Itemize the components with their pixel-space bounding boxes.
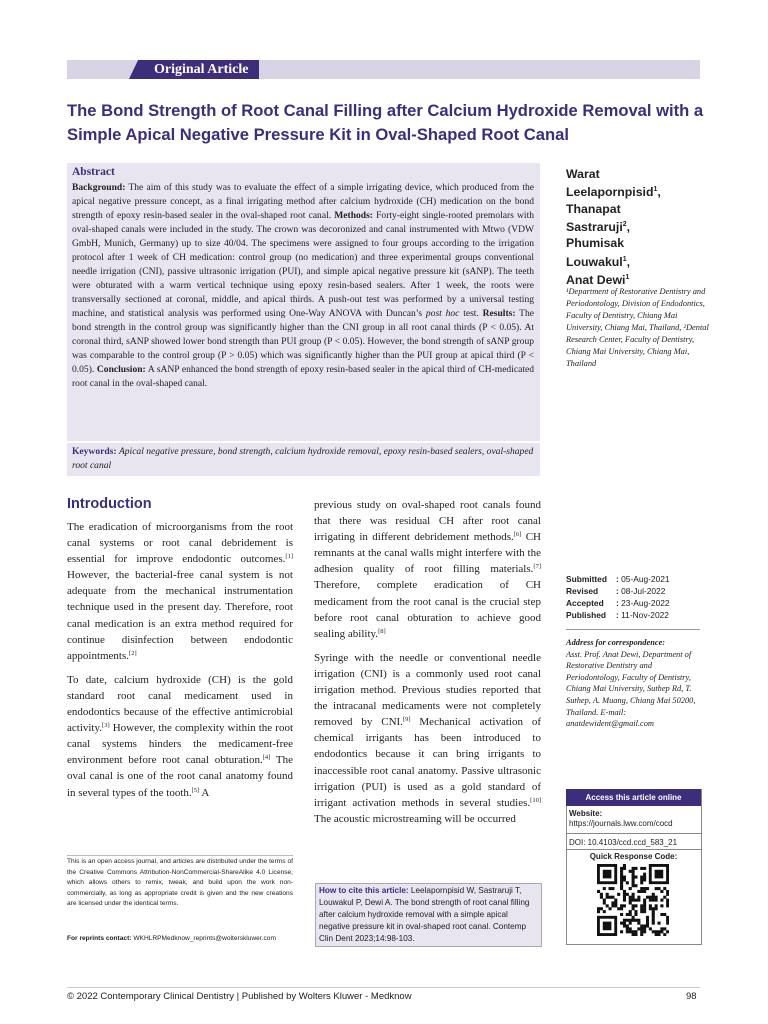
author-line: Louwakul$^1$, bbox=[566, 254, 631, 269]
dates-divider bbox=[566, 629, 700, 630]
author-name: Thanapat bbox=[566, 201, 621, 216]
affiliation: ¹Department of Restorative Dentistry and Periodontology, Division of Endodontics, Faculty of Dentistry, Chiang Mai University, Chiang Mai, Thailand, ²Dental Research Center, Faculty of Dentistry, Chiang Mai University, Chiang Mai, Thailand bbox=[566, 287, 709, 368]
author-name: Phumisak bbox=[566, 236, 625, 251]
article-dates bbox=[566, 573, 726, 621]
doi[interactable]: DOI: 10.4103/ccd.ccd_583_21 bbox=[569, 838, 678, 847]
keywords bbox=[72, 445, 534, 473]
citation-ref[interactable]: [10] bbox=[530, 796, 541, 804]
abstract-background: The aim of this study was to evaluate the effect of a simple irrigating device, which produced from the apical negative pressure concept, as a final irrigating method after calcium hydroxide (CH) medication on the bond strength of epoxy resin-based sealer in the oval-shaped root canal. bbox=[72, 182, 535, 221]
author-name: Anat Dewi bbox=[566, 273, 626, 288]
access-divider bbox=[566, 849, 701, 850]
body-column-right bbox=[314, 497, 541, 835]
author-line: Leelapornpisid$^1$, bbox=[566, 185, 661, 200]
abstract-methods: Forty-eight single-rooted premolars with oval-shaped canals were included in the study. The crown was decoronized and canal instrumented with Mtwo (VDW GmbH, Munich, Germany) up to size 40/04. The specimens were assigned to four groups according to the irrigation protocol after 1 week of CH medication: control group (no medication) and three experimental groups conventional needle irrigation (CNI), passive ultrasonic irrigation (PUI), and simple apical negative pressure kit (sANP). The teeth were obturated with a warm vertical technique using epoxy resin-based sealers. After 1 week, the roots were transversally sectioned at coronal, middle, and apical thirds. A push-out test was performed by a universal testing machine, and statistical analysis was performed using One-Way ANOVA with Duncan’s bbox=[72, 210, 535, 319]
license-divider bbox=[67, 855, 293, 856]
date-value: 23-Aug-2022 bbox=[621, 598, 670, 608]
abstract-text bbox=[72, 181, 534, 391]
website-label: Website: bbox=[569, 809, 603, 818]
body-paragraph: Syringe with the needle or conventional needle irrigation (CNI) is a commonly used root canal irrigation method. Previous studies reported that the intracanal medicaments were not completely removed by CNI.[9] Mechanical activation of chemical irrigants has been introduced to endodontics because it can bring irrigants to inaccessible root canal anatomy. Passive ultrasonic irrigation (PUI) is used as a gold standard of irrigant activation methods in several studies.[10] The acoustic microstreaming will be occurred bbox=[314, 651, 541, 825]
citation-ref[interactable]: [2] bbox=[129, 649, 137, 657]
access-divider bbox=[566, 833, 701, 834]
abstract-conclusion: A sANP enhanced the bond strength of epoxy resin-based sealer in the apical third of CH-medicated root canal in the oval-shaped canal. bbox=[72, 364, 534, 389]
citation-ref[interactable]: [9] bbox=[402, 716, 411, 724]
keywords-text: Apical negative pressure, bond strength, calcium hydroxide removal, epoxy resin-based sealers, oval-shaped root canal bbox=[72, 446, 534, 471]
article-type-label: Original Article bbox=[154, 62, 249, 77]
author-line bbox=[566, 201, 716, 217]
citation-ref[interactable]: [6] bbox=[513, 531, 522, 539]
author-line: Sastraruji$^2$, bbox=[566, 220, 631, 235]
citation-ref[interactable]: [3] bbox=[102, 722, 110, 730]
abstract-methods-italic: post hoc bbox=[425, 308, 460, 319]
author-name: Sastraruji bbox=[566, 220, 623, 235]
author-name: Leelapornpisid bbox=[566, 185, 654, 200]
qr-label: Quick Response Code: bbox=[589, 852, 678, 861]
date-row: Submitted : 05-Aug-2021 bbox=[566, 574, 670, 584]
qr-code-icon[interactable] bbox=[597, 864, 669, 936]
access-heading: Access this article online bbox=[566, 789, 701, 806]
author-affiliation-mark: 2 bbox=[622, 220, 627, 228]
license-note: This is an open access journal, and articles are distributed under the terms of the Creative Commons Attribution-NonCommercial-ShareAlike 4.0 License, which allows others to remix, tweak, and build upon the work non-commercially, as long as appropriate credit is given and the new creations are licensed under the identical terms. bbox=[67, 858, 293, 907]
article-title: The Bond Strength of Root Canal Filling after Calcium Hydroxide Removal with a Simple Apical Negative Pressure Kit in Oval-Shaped Root Canal bbox=[67, 101, 704, 144]
keywords-label: Keywords: bbox=[72, 446, 117, 457]
date-row: Revised : 08-Jul-2022 bbox=[566, 586, 666, 596]
abstract-background-label: Background: bbox=[72, 182, 126, 193]
website-link[interactable]: https://journals.lww.com/cocd bbox=[569, 819, 673, 828]
body-paragraph: The eradication of microorganisms from the root canal systems or root canal debridement is essential for improve endodontic outcomes.[1] However, the bacterial-free canal system is not adequate from the mechanical instrumentation technique used in the present day. Therefore, root canal medication is an extra method required for continue disinfection between endodontic appointments.[2] bbox=[67, 521, 293, 662]
citation-text bbox=[319, 885, 537, 945]
date-value: 11-Nov-2022 bbox=[621, 610, 669, 620]
abstract-heading: Abstract bbox=[72, 166, 115, 178]
author-name: Louwakul bbox=[566, 254, 623, 269]
citation-label: How to cite this article: bbox=[319, 886, 409, 895]
citation-ref[interactable]: [5] bbox=[191, 786, 200, 794]
correspondence-text: Asst. Prof. Anat Dewi, Department of Restorative Dentistry and Periodontology, Faculty of Dentistry, Chiang Mai University, Suthep Rd, T. Suthep, A. Muang, Chiang Mai 50200, Thailand. E-mail: anatdewident@gmail.com bbox=[566, 649, 696, 729]
date-label: Accepted bbox=[566, 598, 604, 608]
citation-ref[interactable]: [8] bbox=[378, 627, 386, 635]
author-line bbox=[566, 235, 716, 251]
reprints-email[interactable]: WKHLRPMedknow_reprints@wolterskluwer.com bbox=[133, 935, 276, 942]
footer-divider bbox=[67, 987, 700, 988]
page-number: 98 bbox=[686, 991, 697, 1002]
author-affiliation-mark: 1 bbox=[653, 186, 658, 194]
body-paragraph: previous study on oval-shaped root canals found that there was residual CH after root canal irrigating in different debridement methods.[6] CH remnants at the canal walls might interfere with the adhesion quality of root filling materials.[7] Therefore, complete eradication of CH medicament from the root canal is the crucial step before root canal obturation to achieve good sealing ability.[8] bbox=[314, 499, 541, 640]
date-value: 05-Aug-2021 bbox=[621, 574, 670, 584]
author-affiliation-mark: 1 bbox=[622, 255, 627, 263]
correspondence bbox=[566, 637, 700, 730]
reprints-contact bbox=[67, 935, 293, 942]
citation-ref[interactable]: [1] bbox=[285, 553, 293, 561]
date-value: 08-Jul-2022 bbox=[621, 586, 666, 596]
author-name: Warat bbox=[566, 167, 600, 181]
reprints-label: For reprints contact: bbox=[67, 935, 132, 942]
date-label: Submitted bbox=[566, 574, 607, 584]
abstract-methods-end: test. bbox=[463, 308, 479, 319]
abstract-methods-label: Methods: bbox=[334, 210, 373, 221]
body-column-left bbox=[67, 519, 293, 809]
citation-body: Leelapornpisid W, Sastraruji T, Louwakul P, Dewi A. The bond strength of root canal filling after calcium hydroxide removal with a simple apical negative pressure kit in oval-shaped root canal. Contemp Clin Dent 2023;14:98-103. bbox=[319, 886, 530, 943]
citation-ref[interactable]: [7] bbox=[533, 563, 541, 571]
introduction-heading: Introduction bbox=[67, 496, 152, 512]
body-paragraph: To date, calcium hydroxide (CH) is the gold standard root canal medicament used in endodontics because of the effective antimicrobial activity.[3] However, the complexity within the root canal systems hinders the medicament-free environment before root canal obturation.[4] The oval canal is one of the root canal anatomy found in several types of the tooth.[5] A bbox=[67, 673, 293, 799]
correspondence-heading: Address for correspondence: bbox=[566, 638, 666, 647]
author-affiliation-mark: 1 bbox=[625, 274, 630, 282]
citation-ref[interactable]: [4] bbox=[262, 754, 271, 762]
abstract-results-label: Results: bbox=[482, 308, 516, 319]
date-label: Revised bbox=[566, 586, 599, 596]
abstract-results: The bond strength in the control group was significantly higher than the CNI group in all root canal thirds (P < 0.05). At coronal third, sANP showed lower bond strength than PUI group (P < 0.05). However, the bond strength of sANP group was comparable to the control group (P > 0.05) which was significantly higher than the PUI group at apical third (P < 0.05). bbox=[72, 308, 534, 375]
date-row: Published : 11-Nov-2022 bbox=[566, 610, 669, 620]
author-line bbox=[566, 166, 716, 182]
abstract-divider bbox=[67, 441, 540, 443]
author-list bbox=[566, 166, 716, 288]
date-row: Accepted : 23-Aug-2022 bbox=[566, 598, 670, 608]
date-label: Published bbox=[566, 610, 607, 620]
abstract-conclusion-label: Conclusion: bbox=[96, 364, 146, 375]
footer-copyright: © 2022 Contemporary Clinical Dentistry | Published by Wolters Kluwer - Medknow bbox=[67, 991, 412, 1002]
